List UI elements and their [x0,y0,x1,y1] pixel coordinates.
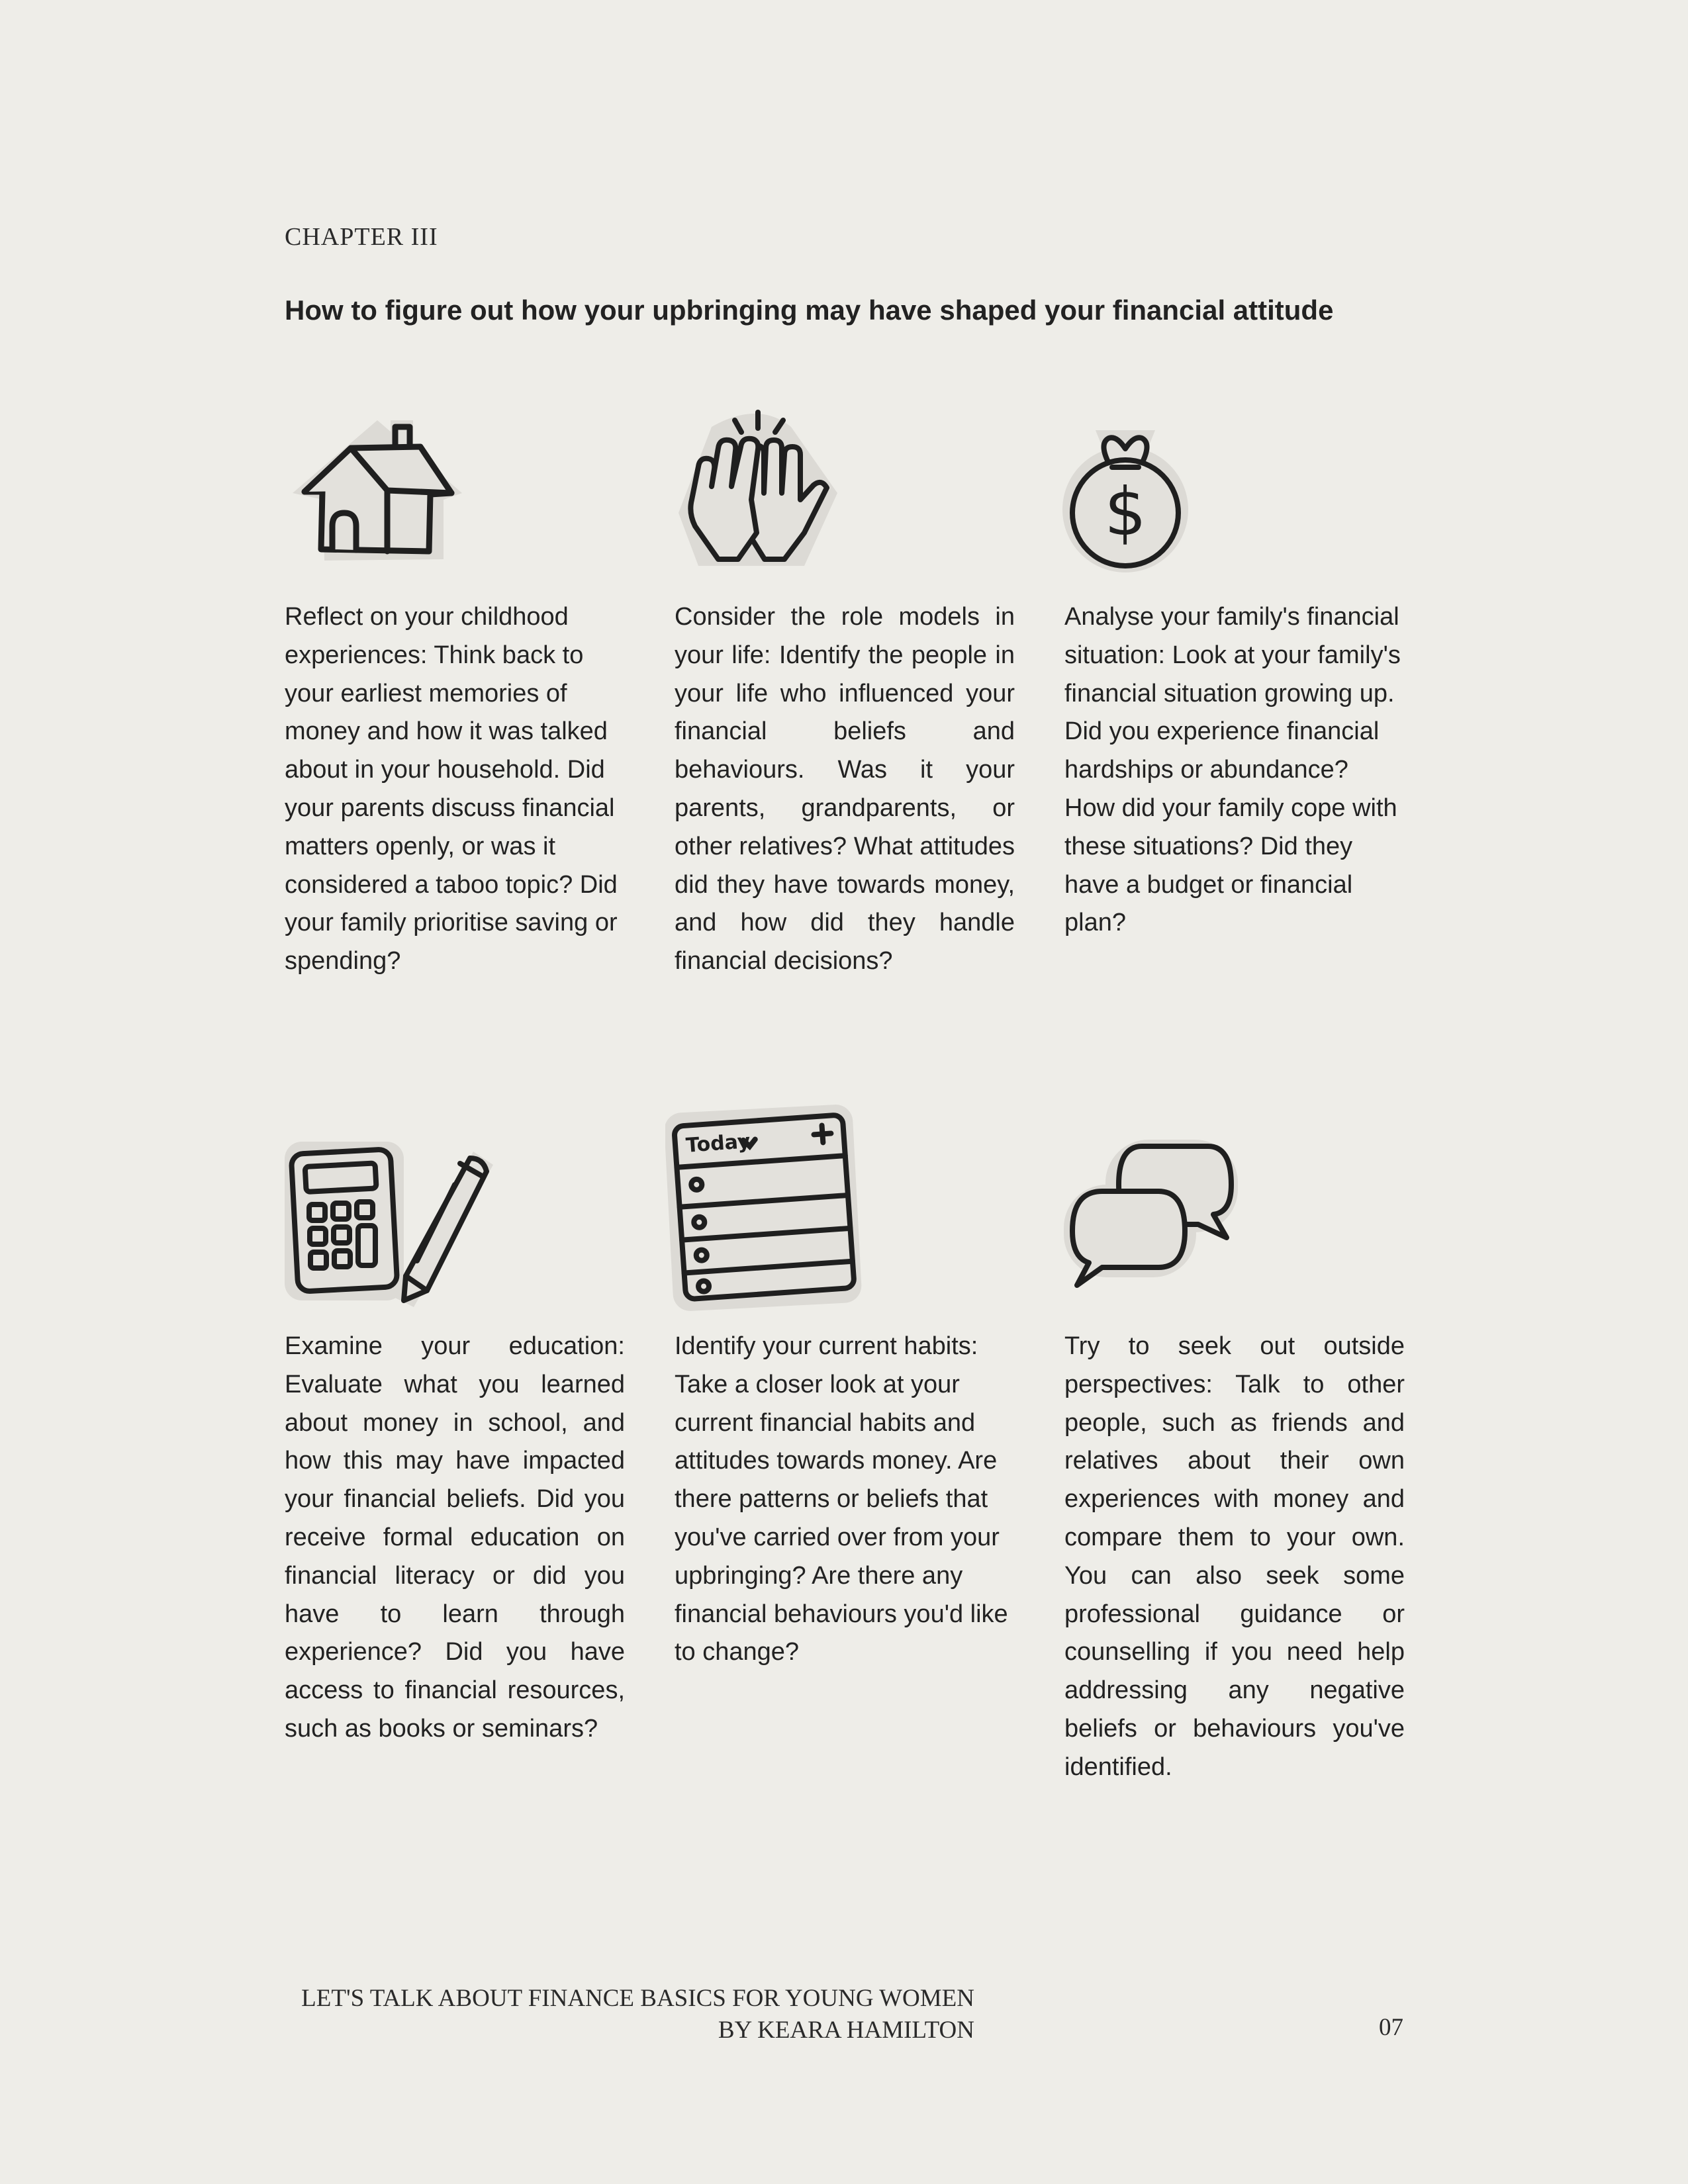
house-icon [285,407,470,566]
section-text-current-habits: Identify your current habits: Take a closer look at your current financial habits and attitudes towards money. Are there patterns or beliefs that you've carried over from your upbringing? Are there any financial behaviours you'd like to change? [675,1332,1008,1666]
section-text-family-situation: Analyse your family's financial situation: Look at your family's financial situation growing up. Did you experience financial hardships or abundance? How did your family cope with these situations? Did they have a budget or financial plan? [1064,603,1401,937]
today-list-icon [665,1102,864,1314]
calculator-pencil-icon [281,1138,500,1317]
section-text-childhood: Reflect on your childhood experiences: Think back to your earliest memories of money and how it was talked about in your household. Did your parents discuss financial matters openly, or was it considered a taboo topic? Did your family prioritise saving or spending? [285,603,618,976]
high-five-icon [672,400,851,572]
chapter-label: CHAPTER III [285,223,438,251]
today-label: Today [684,1130,751,1158]
section-text-role-models: Consider the role models in your life: Identify the people in your life who influenced your financial beliefs and behaviours. Was it your parents, grandparents, or other relatives? What attitudes did they have towards money, and how did they handle financial decisions? [675,603,1015,976]
page-title: How to figure out how your upbringing may have shaped your financial attitude [285,295,1334,326]
footer-title-line-2: BY KEARA HAMILTON [718,2017,974,2044]
svg-text:$: $ [1104,473,1147,551]
section-text-outside-perspectives: Try to seek out outside perspectives: Talk to other people, such as friends and relatives about their own experiences with money and compare them to your own. You can also seek some professional guidance or counselling if you need help addressing any negative beliefs or behaviours you've identified. [1064,1332,1405,1781]
money-bag-icon [1062,417,1188,576]
page-number: 07 [1379,2014,1403,2041]
footer-book-title [285,1983,974,2046]
section-text-education: Examine your education: Evaluate what you learned about money in school, and how this may have impacted your financial beliefs. Did you receive formal education on financial literacy or did you have to learn through experience? Did you have access to financial resources, such as books or seminars? [285,1332,625,1743]
footer-title-line-1: LET'S TALK ABOUT FINANCE BASICS FOR YOUNG WOMEN [301,1985,974,2012]
chat-bubbles-icon [1062,1138,1241,1291]
